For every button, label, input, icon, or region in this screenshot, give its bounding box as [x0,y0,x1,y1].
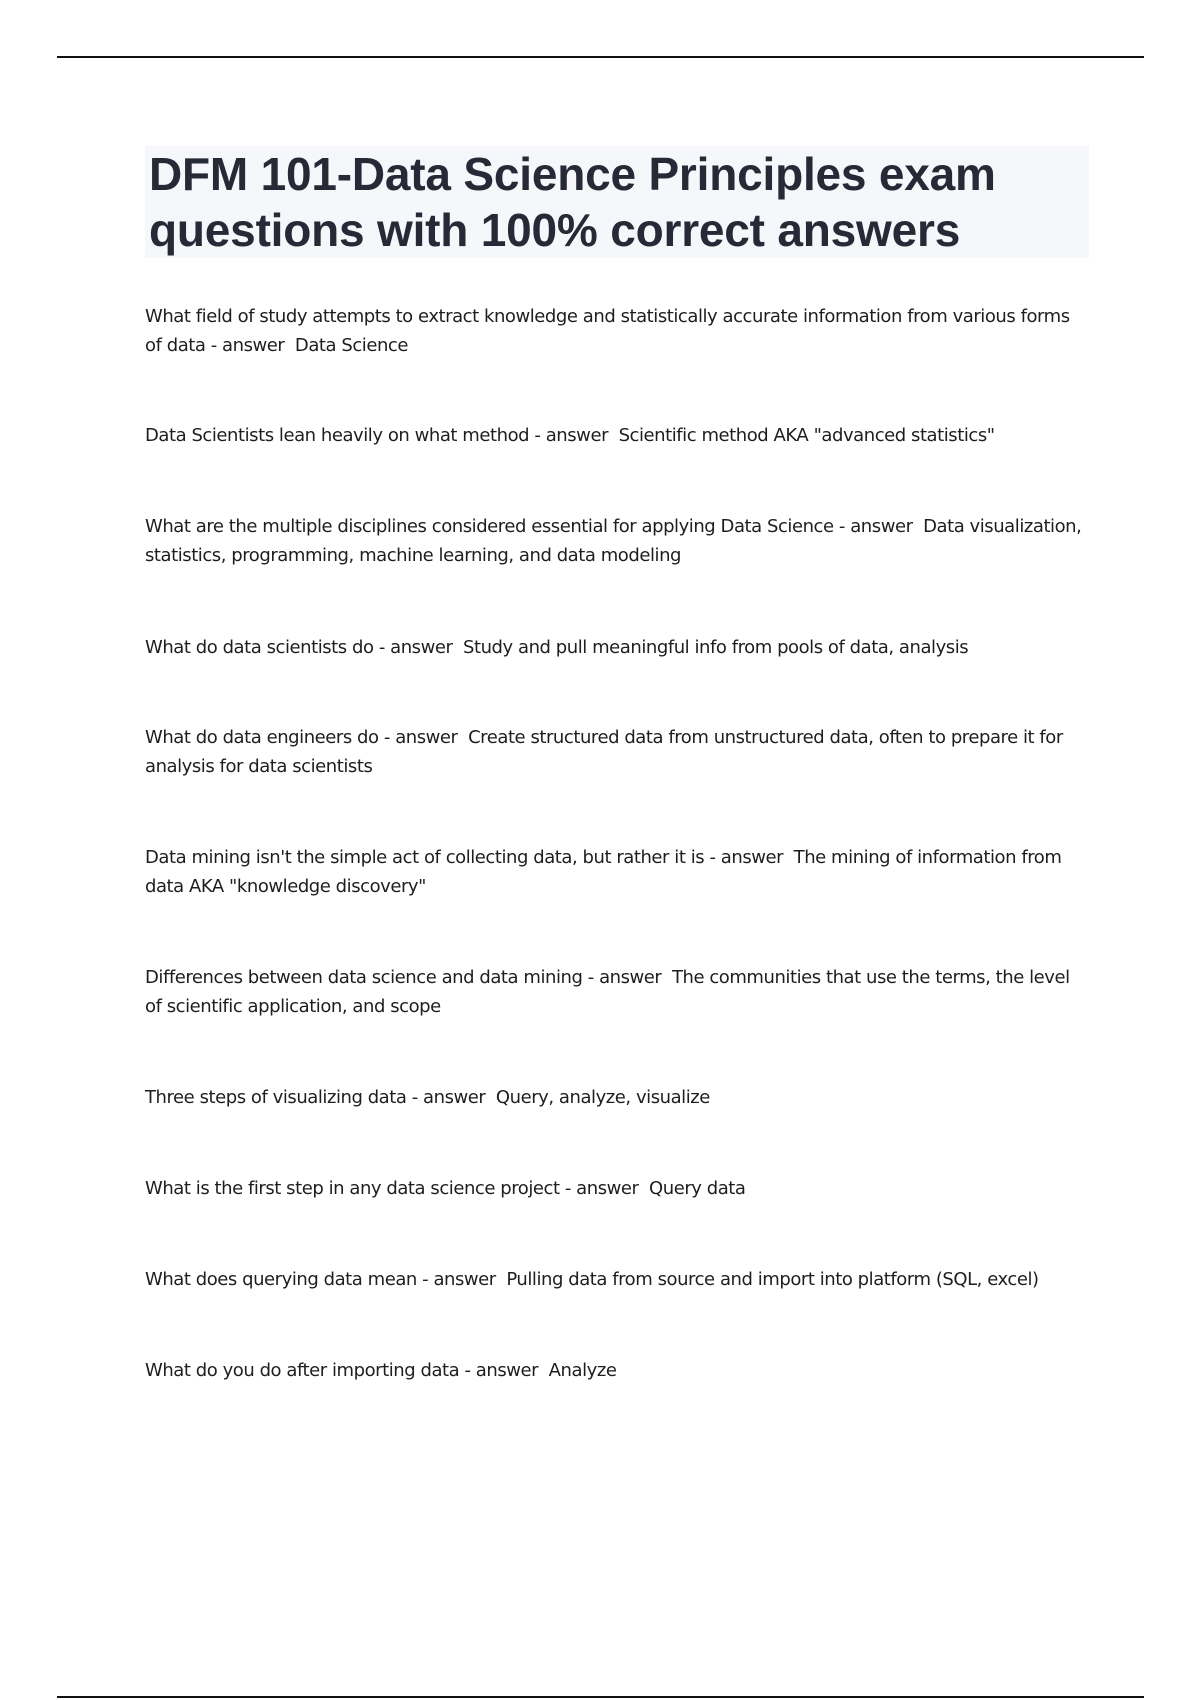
document-title: DFM 101-Data Science Principles exam questions with 100% correct answers [149,148,996,256]
question: What are the multiple disciplines considered essential for applying Data Science [145,516,834,537]
answer-separator: - answer [416,1269,507,1290]
qa-item-3 [145,512,1085,570]
question: What do data engineers do [145,727,379,748]
answer: Pulling data from source and import into platform (SQL, excel) [506,1269,1039,1290]
qa-item-7 [145,963,1085,1021]
answer: Data Science [294,335,408,356]
answer-separator: - answer [529,425,619,446]
answer-separator: - answer [582,967,672,988]
answer: Create structured data from unstructured data, often to prepare it for analysis for data scientists [145,727,1063,777]
answer-separator: - answer [704,847,794,868]
answer-separator: - answer [459,1360,549,1381]
answer-separator: - answer [559,1178,650,1199]
answer-separator: - answer [378,727,469,748]
qa-item-4 [145,633,1085,662]
qa-item-8 [145,1083,1085,1112]
qa-item-11 [145,1356,1085,1385]
answer-separator: - answer [373,637,463,658]
bottom-rule [57,1696,1144,1698]
question: Differences between data science and data mining [145,967,583,988]
question: What is the first step in any data science project [145,1178,560,1199]
question: What do you do after importing data [145,1360,460,1381]
top-rule [57,56,1144,58]
qa-item-10 [145,1265,1085,1294]
answer: Query, analyze, visualize [495,1087,710,1108]
answer: Query data [649,1178,746,1199]
answer: Scientific method AKA "advanced statistics" [618,425,995,446]
answer-separator: - answer [406,1087,496,1108]
answer: The mining of information from data AKA "knowledge discovery" [145,847,1062,897]
qa-item-5 [145,723,1085,781]
answer: Data visualization, statistics, programming, machine learning, and data modeling [145,516,1082,566]
question: What field of study attempts to extract knowledge and statistically accurate information from various forms of data [145,306,1070,356]
question: Data Scientists lean heavily on what method [145,425,530,446]
qa-item-9 [145,1174,1085,1203]
answer: Study and pull meaningful info from pools of data, analysis [463,637,969,658]
qa-item-2 [145,421,1085,450]
question: Three steps of visualizing data [145,1087,407,1108]
answer-separator: - answer [205,335,295,356]
qa-item-6 [145,843,1085,901]
answer-separator: - answer [833,516,924,537]
answer: Analyze [548,1360,617,1381]
title-block [145,146,1089,258]
question: What does querying data mean [145,1269,417,1290]
question: What do data scientists do [145,637,374,658]
question: Data mining isn't the simple act of collecting data, but rather it is [145,847,705,868]
answer: The communities that use the terms, the level of scientific application, and scope [145,967,1070,1017]
qa-item-1 [145,302,1085,360]
